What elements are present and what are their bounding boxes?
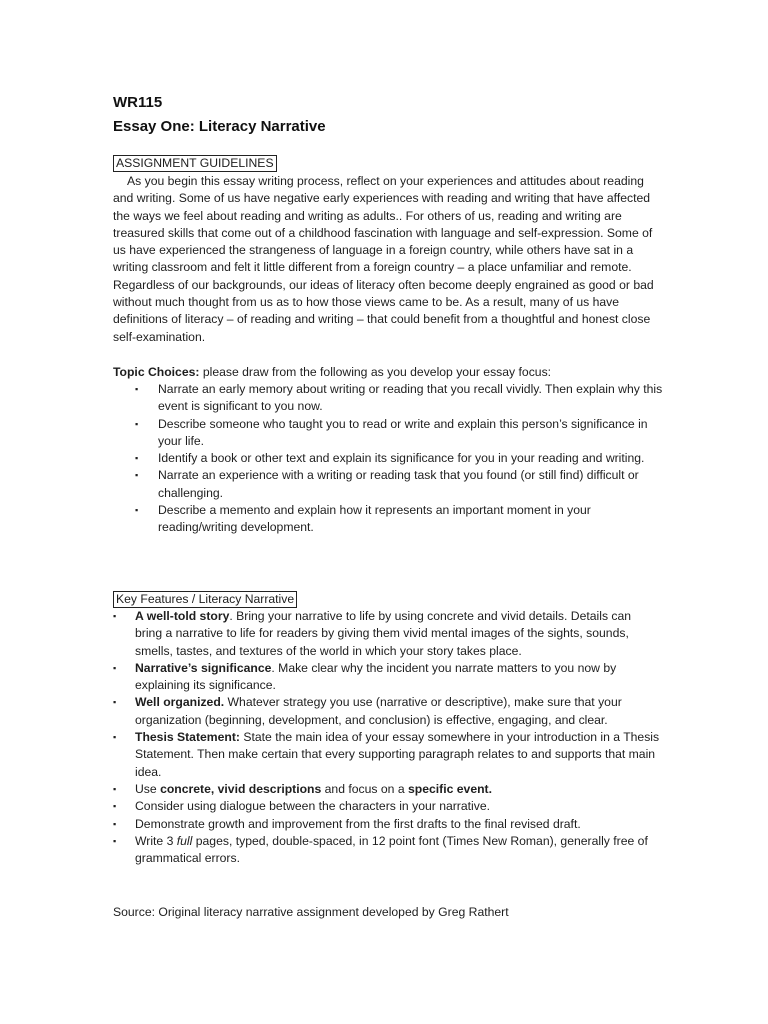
feature-text: Use — [135, 781, 161, 796]
feature-emphasis: concrete, vivid descriptions — [160, 781, 322, 796]
feature-emphasis: specific event. — [408, 781, 492, 796]
feature-lead: Well organized. — [135, 695, 225, 710]
course-code: WR115 — [113, 94, 163, 111]
list-item-text: Narrate an early memory about writing or reading that you recall vividly. Then explain why this event is significant to you now. — [158, 382, 663, 414]
list-item — [135, 450, 663, 467]
bullet-icon: ▪ — [135, 453, 139, 464]
list-item — [135, 502, 663, 537]
feature-text: and focus on a — [321, 781, 408, 796]
feature-lead: Thesis Statement: — [135, 730, 240, 745]
list-item — [113, 729, 660, 781]
feature-lead: Narrative’s significance — [135, 660, 272, 675]
bullet-icon: ▪ — [135, 384, 139, 394]
list-item-text: Describe a memento and explain how it represents an important moment in your reading/writing development. — [158, 503, 591, 535]
bullet-icon: ▪ — [113, 801, 117, 812]
feature-lead: A well-told story — [135, 609, 230, 623]
list-item — [113, 833, 660, 868]
bullet-icon: ▪ — [113, 732, 117, 743]
list-item — [113, 694, 660, 729]
feature-text: . Make clear why the incident you narrate matters to you now by explaining its significance. — [135, 660, 617, 693]
feature-italic: full — [176, 833, 193, 848]
list-item-text: Identify a book or other text and explain its significance for you in your reading and writing. — [158, 451, 645, 466]
bullet-icon: ▪ — [135, 418, 139, 429]
guidelines-body: As you begin this essay writing process, reflect on your experiences and attitudes about reading and writing. Some of us have negative early experiences with reading and writing that have affected the ways we feel about reading and writing as adults.. For others of us, reading and writing are treasured skills that come out of a childhood fascination with language and self-expression. Some of us have experienced the strangeness of language in a foreign country, while others have sat in a writing classroom and felt it little different from a foreign country – a place unfamiliar and remote. Regardless of our backgrounds, our ideas of literacy often become deeply engrained as good or bad without much thought from us as to how those views came to be. As a result, many of us have definitions of literacy – of reading and writing – that could benefit from a thoughtful and honest close self-examination. — [113, 174, 654, 344]
bullet-icon: ▪ — [135, 470, 139, 481]
list-item — [113, 660, 660, 695]
feature-text: pages, typed, double-spaced, in 12 point font (Times New Roman), generally free of grammatical errors. — [135, 833, 648, 866]
bullet-icon: ▪ — [113, 697, 117, 708]
bullet-icon: ▪ — [113, 835, 117, 846]
guidelines-heading: ASSIGNMENT GUIDELINES — [113, 155, 277, 172]
bullet-icon: ▪ — [135, 505, 139, 516]
feature-text: Write 3 — [135, 833, 177, 848]
list-item — [113, 816, 660, 833]
list-item — [135, 416, 663, 451]
bullet-icon: ▪ — [113, 611, 117, 621]
bullet-icon: ▪ — [113, 662, 117, 673]
list-item — [113, 798, 660, 815]
topic-list — [135, 381, 663, 537]
bullet-icon: ▪ — [113, 783, 117, 794]
list-item — [113, 781, 660, 798]
bullet-icon: ▪ — [113, 818, 117, 829]
topic-choices-label: Topic Choices: — [113, 365, 200, 379]
feature-text: Consider using dialogue between the characters in your narrative. — [135, 799, 490, 814]
feature-text: Demonstrate growth and improvement from the first drafts to the final revised draft. — [135, 816, 581, 831]
topic-choices-line — [113, 364, 551, 381]
list-item-text: Narrate an experience with a writing or reading task that you found (or still find) difficult or challenging. — [158, 468, 639, 500]
features-list — [113, 608, 660, 867]
feature-text: Whatever strategy you use (narrative or descriptive), make sure that your organization (beginning, development, and conclusion) is effective, engaging, and clear. — [135, 695, 622, 727]
topic-choices-intro: please draw from the following as you develop your essay focus: — [202, 365, 552, 379]
key-features-heading: Key Features / Literacy Narrative — [113, 591, 297, 608]
list-item — [135, 381, 663, 416]
essay-title: Essay One: Literacy Narrative — [113, 118, 326, 135]
list-item-text: Describe someone who taught you to read or write and explain this person’s significance in your life. — [158, 416, 648, 448]
guidelines-paragraph — [113, 173, 658, 346]
feature-text: State the main idea of your essay somewhere in your introduction in a Thesis Statement. Then make certain that every supporting paragraph relates to and supports that main idea. — [135, 730, 660, 779]
source-note: Source: Original literacy narrative assignment developed by Greg Rathert — [113, 905, 509, 919]
list-item — [113, 608, 660, 660]
feature-text: . Bring your narrative to life by using concrete and vivid details. Details can bring a narrative to life for readers by giving them vivid mental images of the sights, sounds, smells, tastes, and textures of the world in which your story takes place. — [135, 609, 632, 658]
list-item — [135, 467, 663, 502]
